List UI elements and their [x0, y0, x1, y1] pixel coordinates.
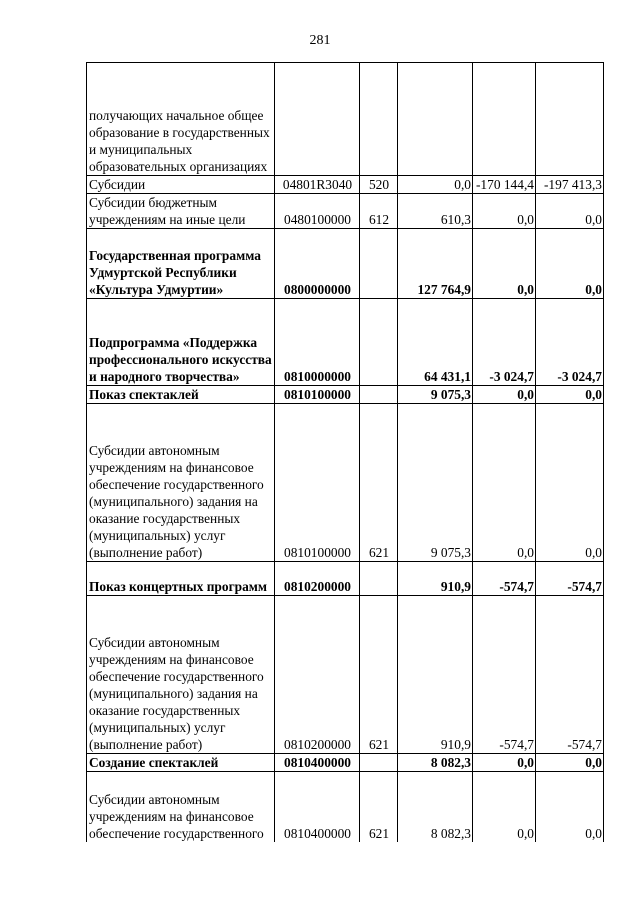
row-value-2-cell — [473, 63, 536, 176]
row-value-2-cell: -170 144,4 — [473, 176, 536, 194]
budget-table-body — [87, 63, 604, 843]
row-name-cell: Показ спектаклей — [87, 386, 275, 404]
budget-table — [86, 62, 604, 842]
row-code-cell: 04801R3040 — [275, 176, 360, 194]
row-value-3-cell: -197 413,3 — [536, 176, 604, 194]
row-value-1-cell: 64 431,1 — [398, 299, 473, 386]
table-row — [87, 772, 604, 843]
row-value-2-cell: -3 024,7 — [473, 299, 536, 386]
table-row — [87, 63, 604, 176]
row-value-3-cell: -3 024,7 — [536, 299, 604, 386]
row-value-2-cell: 0,0 — [473, 386, 536, 404]
row-code-cell: 0810100000 — [275, 404, 360, 562]
row-name-cell: Субсидии — [87, 176, 275, 194]
row-code-cell: 0810200000 — [275, 562, 360, 596]
row-type-cell — [360, 386, 398, 404]
row-type-cell — [360, 229, 398, 299]
table-row — [87, 404, 604, 562]
row-name-cell: Подпрограмма «Поддержка профессионального искусства и народного творчества» — [87, 299, 275, 386]
row-value-1-cell: 0,0 — [398, 176, 473, 194]
row-value-1-cell: 127 764,9 — [398, 229, 473, 299]
row-code-cell — [275, 63, 360, 176]
row-type-cell: 520 — [360, 176, 398, 194]
row-name-cell: Показ концертных программ — [87, 562, 275, 596]
row-type-cell — [360, 562, 398, 596]
row-code-cell: 0810100000 — [275, 386, 360, 404]
row-type-cell — [360, 63, 398, 176]
row-value-2-cell: 0,0 — [473, 194, 536, 229]
row-value-3-cell: 0,0 — [536, 194, 604, 229]
row-value-3-cell: 0,0 — [536, 229, 604, 299]
row-name-cell: получающих начальное общее образование в государственных и муниципальных образовательных организациях — [87, 63, 275, 176]
row-value-1-cell: 610,3 — [398, 194, 473, 229]
row-value-3-cell — [536, 63, 604, 176]
row-value-2-cell: -574,7 — [473, 596, 536, 754]
row-type-cell: 621 — [360, 404, 398, 562]
row-name-cell: Субсидии автономным учреждениям на финансовое обеспечение государственного — [87, 772, 275, 843]
table-row — [87, 754, 604, 772]
row-value-2-cell: 0,0 — [473, 404, 536, 562]
row-value-1-cell: 910,9 — [398, 596, 473, 754]
row-value-2-cell: 0,0 — [473, 772, 536, 843]
row-code-cell: 0480100000 — [275, 194, 360, 229]
table-row — [87, 299, 604, 386]
row-code-cell: 0810000000 — [275, 299, 360, 386]
table-row — [87, 386, 604, 404]
table-row — [87, 562, 604, 596]
table-row — [87, 176, 604, 194]
row-type-cell: 621 — [360, 596, 398, 754]
row-value-1-cell: 8 082,3 — [398, 772, 473, 843]
row-value-1-cell: 910,9 — [398, 562, 473, 596]
row-value-1-cell: 8 082,3 — [398, 754, 473, 772]
row-name-cell: Субсидии бюджетным учреждениям на иные цели — [87, 194, 275, 229]
row-value-2-cell: 0,0 — [473, 229, 536, 299]
table-row — [87, 596, 604, 754]
row-code-cell: 0810400000 — [275, 772, 360, 843]
row-value-3-cell: 0,0 — [536, 386, 604, 404]
row-value-2-cell: -574,7 — [473, 562, 536, 596]
row-value-3-cell: 0,0 — [536, 404, 604, 562]
table-row — [87, 229, 604, 299]
row-value-1-cell — [398, 63, 473, 176]
row-value-1-cell: 9 075,3 — [398, 404, 473, 562]
row-value-3-cell: 0,0 — [536, 754, 604, 772]
row-name-cell: Создание спектаклей — [87, 754, 275, 772]
row-type-cell — [360, 299, 398, 386]
row-name-cell: Субсидии автономным учреждениям на финансовое обеспечение государственного (муниципального) задания на оказание государственных (муниципальных) услуг (выполнение работ) — [87, 404, 275, 562]
row-type-cell — [360, 754, 398, 772]
row-name-cell: Государственная программа Удмуртской Республики «Культура Удмуртии» — [87, 229, 275, 299]
table-row — [87, 194, 604, 229]
row-value-2-cell: 0,0 — [473, 754, 536, 772]
row-value-1-cell: 9 075,3 — [398, 386, 473, 404]
page-number: 281 — [309, 33, 331, 48]
row-value-3-cell: -574,7 — [536, 562, 604, 596]
row-code-cell: 0810200000 — [275, 596, 360, 754]
row-value-3-cell: 0,0 — [536, 772, 604, 843]
row-code-cell: 0800000000 — [275, 229, 360, 299]
row-value-3-cell: -574,7 — [536, 596, 604, 754]
row-type-cell: 612 — [360, 194, 398, 229]
row-name-cell: Субсидии автономным учреждениям на финансовое обеспечение государственного (муниципального) задания на оказание государственных (муниципальных) услуг (выполнение работ) — [87, 596, 275, 754]
row-type-cell: 621 — [360, 772, 398, 843]
row-code-cell: 0810400000 — [275, 754, 360, 772]
